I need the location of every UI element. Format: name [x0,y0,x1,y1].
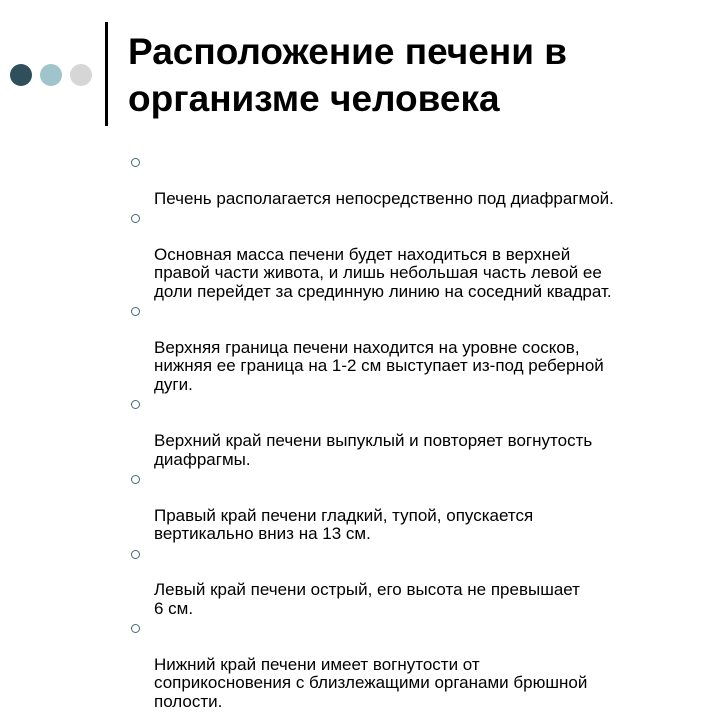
list-item [128,470,698,544]
list-item-text: Основная масса печени будет находиться в верхней правой части живота, и лишь небольшая часть левой ее доли перейдет за срединную линию на соседний квадрат. [154,245,612,301]
list-item-text: Печень располагается непосредственно под диафрагмой. [154,188,614,208]
slide-title: Расположение печени в организме человека [128,31,567,119]
ring-bullet-icon [131,307,140,316]
ring-bullet-icon [131,624,140,633]
bullet-list [128,153,698,712]
list-item-text: Левый край печени острый, его высота не превышает 6 см. [154,580,580,618]
teal-dot-icon [40,64,62,86]
decorative-dots [10,64,100,88]
dark-dot-icon [10,64,32,86]
list-item [128,302,698,394]
ring-bullet-icon [131,158,140,167]
list-item [128,395,698,469]
gray-dot-icon [70,64,92,86]
list-item-text: Нижний край печени имеет вогнутости от соприкосновения с близлежащими органами брюшной полости. [154,654,588,711]
ring-bullet-icon [131,475,140,484]
list-item [128,619,698,711]
list-item [128,153,698,208]
list-item [128,545,698,619]
title-divider [105,22,108,126]
list-item-text: Правый край печени гладкий, тупой, опускается вертикально вниз на 13 см. [154,505,534,544]
list-item-text: Верхняя граница печени находится на уровне сосков, нижняя ее граница на 1-2 см выступает из-под реберной дуги. [154,338,604,394]
ring-bullet-icon [131,214,140,223]
list-item-text: Верхний край печени выпуклый и повторяет вогнутость диафрагмы. [154,431,593,469]
list-item [128,209,698,301]
ring-bullet-icon [131,550,140,559]
ring-bullet-icon [131,400,140,409]
